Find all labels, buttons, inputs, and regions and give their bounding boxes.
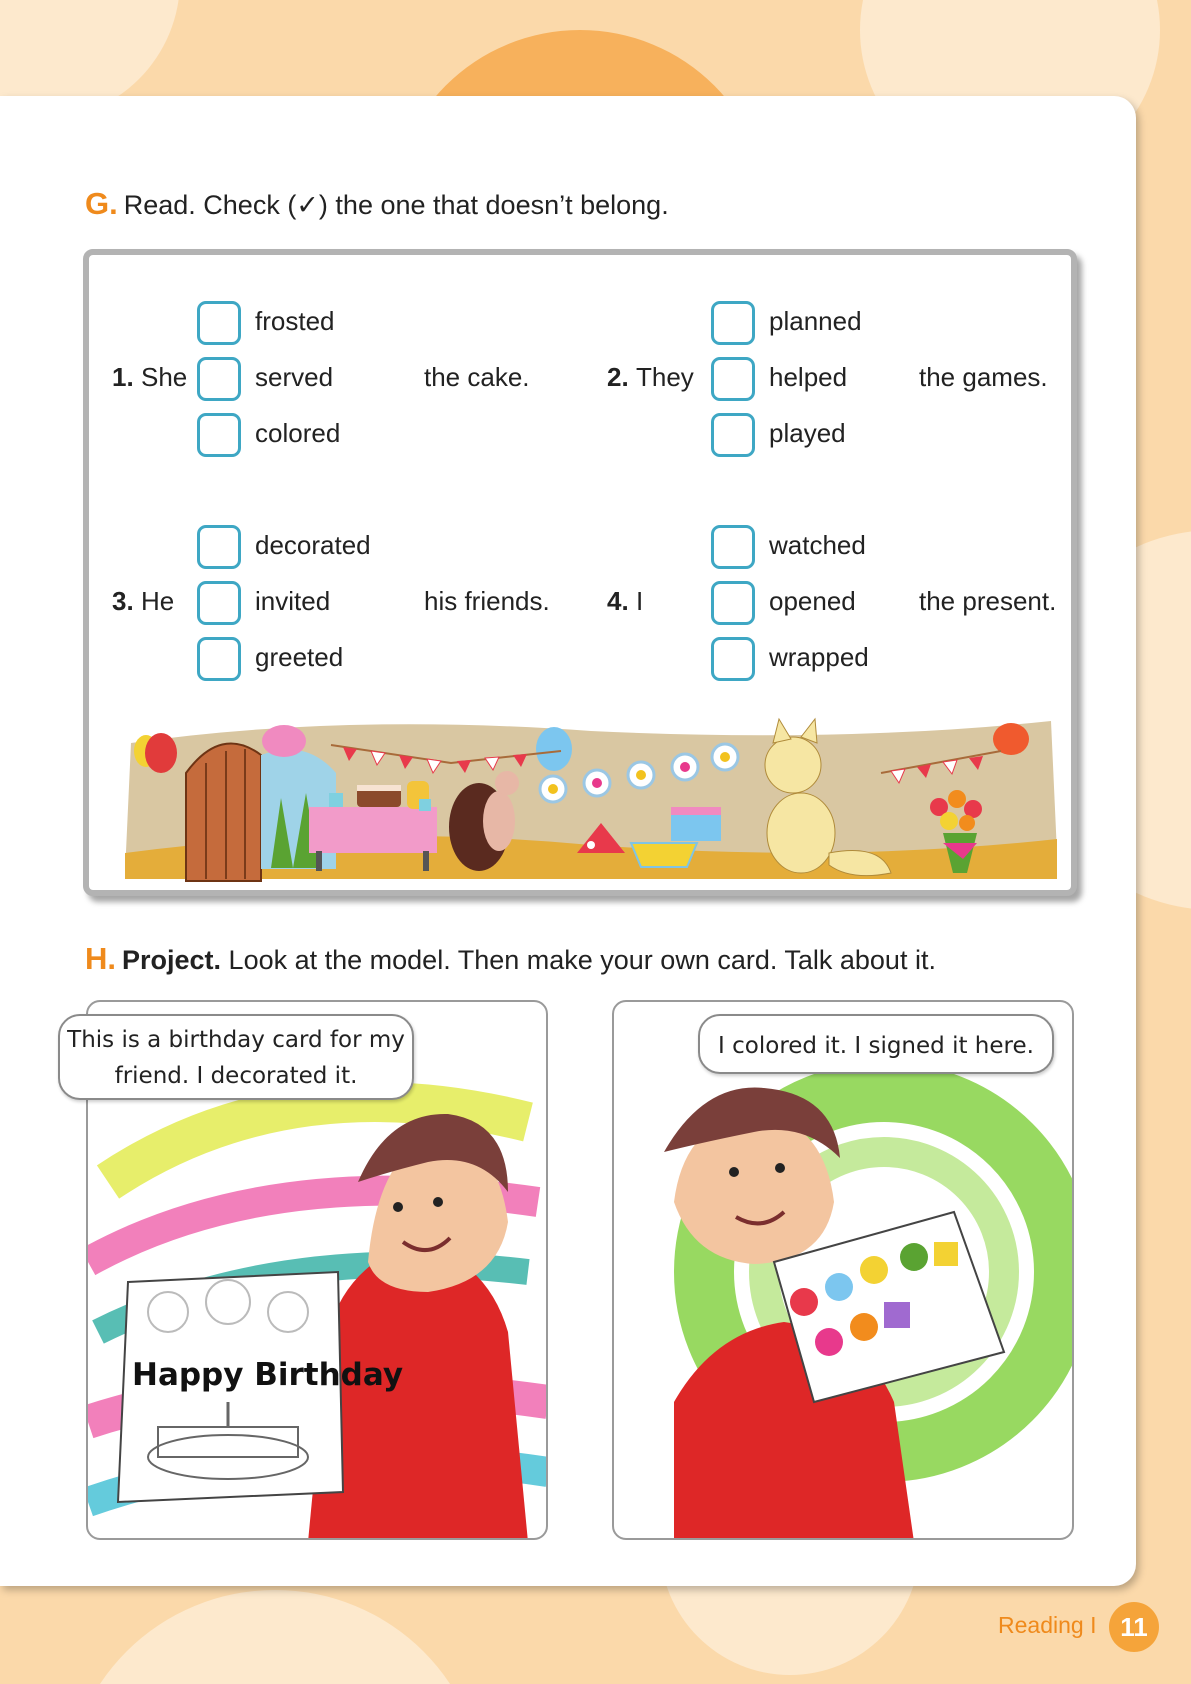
checkbox-decorated[interactable] [197, 525, 241, 569]
exercise-g-letter: G. [85, 186, 118, 221]
option-label: decorated [255, 530, 371, 560]
checkbox-colored[interactable] [197, 413, 241, 457]
item-number: 2. [607, 362, 629, 392]
model-panel-right [612, 1000, 1074, 1540]
item-object: the games. [919, 362, 1048, 392]
checkbox-watched[interactable] [711, 525, 755, 569]
option-label: served [255, 362, 334, 392]
option-label: helped [769, 362, 848, 392]
option-label: planned [769, 306, 862, 336]
project-label: Project. [122, 945, 222, 975]
checkbox-planned[interactable] [711, 301, 755, 345]
checkbox-opened[interactable] [711, 581, 755, 625]
item-subject: They [636, 362, 694, 392]
exercise-h-instruction: Look at the model. Then make your own card. Talk about it. [221, 945, 936, 975]
exercise-h-letter: H. [85, 941, 116, 976]
exercise-g-heading [85, 186, 669, 222]
option-label: frosted [255, 306, 335, 336]
item-subject: He [141, 586, 175, 616]
item-object: his friends. [424, 586, 550, 616]
option-label: watched [769, 530, 866, 560]
option-label: invited [255, 586, 331, 616]
option-label: greeted [255, 642, 344, 672]
item-object: the cake. [424, 362, 530, 392]
exercise-g-box [83, 249, 1077, 896]
exercise-h-heading [85, 941, 936, 977]
exercise-g-instruction: Read. Check (✓) the one that doesn’t belong. [123, 190, 669, 220]
speech-bubble-left: This is a birthday card for my friend. I decorated it. [58, 1014, 414, 1100]
item-number: 4. [607, 586, 629, 616]
page-number: 11 [1109, 1602, 1159, 1652]
party-illustration [121, 703, 1059, 891]
checkbox-wrapped[interactable] [711, 637, 755, 681]
checkbox-helped[interactable] [711, 357, 755, 401]
option-label: played [769, 418, 846, 448]
option-label: opened [769, 586, 856, 616]
checkbox-frosted[interactable] [197, 301, 241, 345]
item-number: 1. [112, 362, 134, 392]
item-object: the present. [919, 586, 1057, 616]
card-text: Happy Birthday [132, 1357, 404, 1393]
option-label: wrapped [769, 642, 869, 672]
checkbox-greeted[interactable] [197, 637, 241, 681]
option-label: colored [255, 418, 341, 448]
speech-bubble-right: I colored it. I signed it here. [698, 1014, 1054, 1074]
checkbox-invited[interactable] [197, 581, 241, 625]
checkbox-served[interactable] [197, 357, 241, 401]
item-number: 3. [112, 586, 134, 616]
boy-with-colored-card-illustration [614, 1002, 1074, 1540]
checkbox-played[interactable] [711, 413, 755, 457]
item-subject: She [141, 362, 188, 392]
footer-section-label: Reading I [998, 1612, 1097, 1638]
item-subject: I [636, 586, 644, 616]
